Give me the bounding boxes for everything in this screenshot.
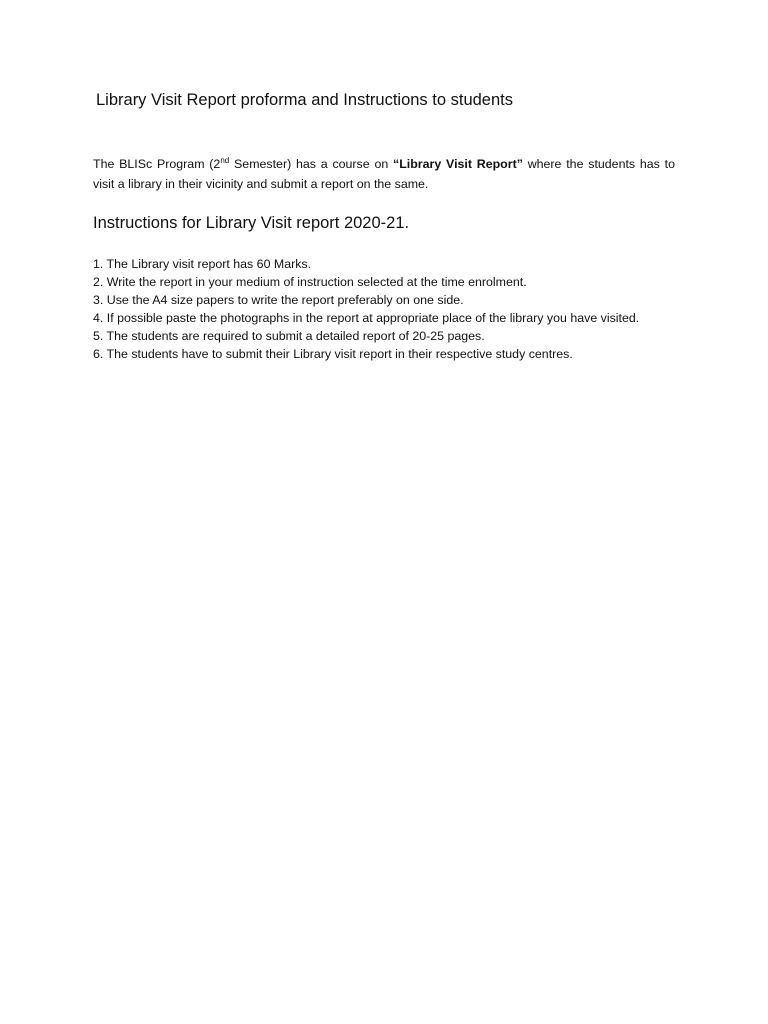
instructions-list — [93, 255, 675, 363]
instruction-item: 6. The students have to submit their Library visit report in their respective study centres. — [93, 347, 573, 361]
document-title: Library Visit Report proforma and Instructions to students — [96, 91, 513, 109]
intro-paragraph — [93, 154, 675, 194]
intro-text-part3: where the students has to visit a library in their vicinity and submit a report on the same. — [93, 157, 675, 191]
instruction-item: 2. Write the report in your medium of instruction selected at the time enrolment. — [93, 275, 527, 289]
intro-text-part2: Semester) has a course on — [229, 157, 394, 171]
instruction-item: 1. The Library visit report has 60 Marks. — [93, 257, 312, 271]
instructions-heading: Instructions for Library Visit report 2020-21. — [93, 214, 410, 232]
ordinal-superscript: nd — [220, 155, 230, 165]
instruction-item: 5. The students are required to submit a detailed report of 20-25 pages. — [93, 329, 485, 343]
instruction-item: 4. If possible paste the photographs in the report at appropriate place of the library you have visited. — [93, 311, 640, 325]
instruction-item: 3. Use the A4 size papers to write the report preferably on one side. — [93, 293, 464, 307]
course-name: “Library Visit Report” — [393, 157, 523, 171]
intro-text-part1: The BLISc Program (2 — [93, 157, 221, 171]
